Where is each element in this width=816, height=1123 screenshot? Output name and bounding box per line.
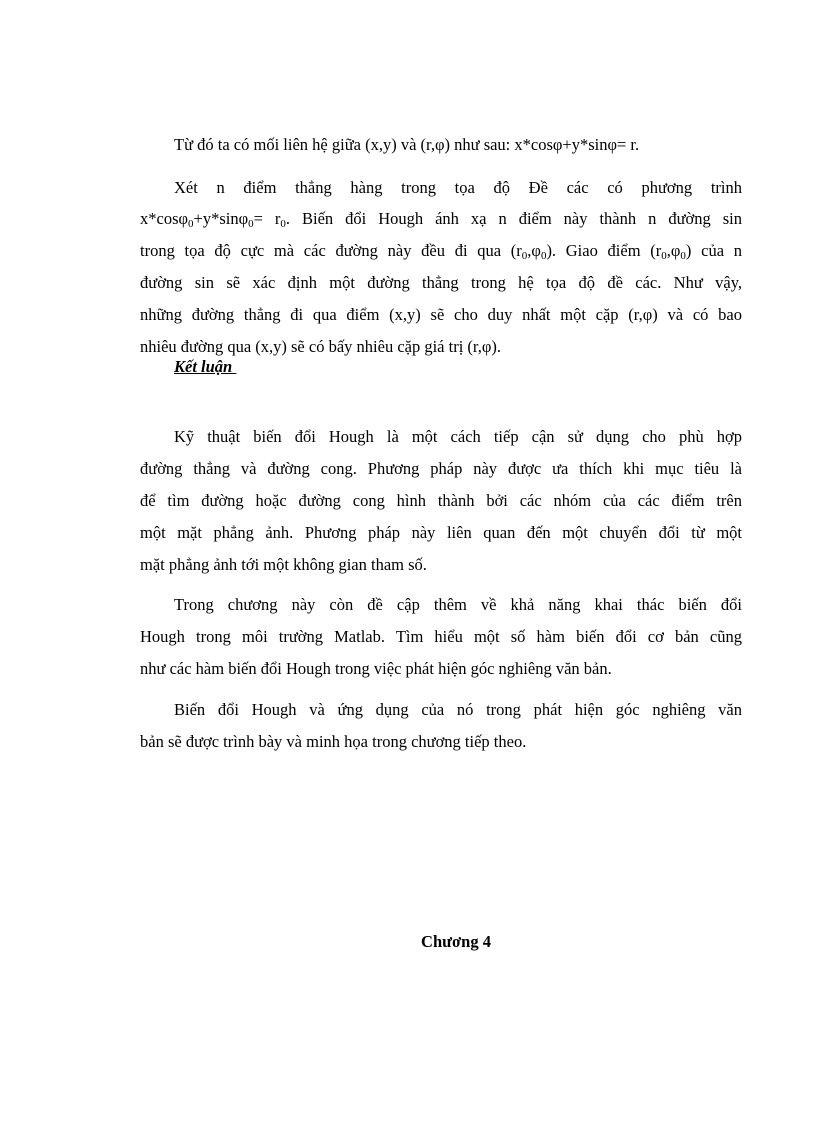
subscript: 0 — [280, 218, 286, 230]
text-run: trong tọa độ cực mà các đường này đều đi qua (r — [140, 241, 522, 260]
text-run: = r — [253, 209, 281, 228]
text-run: đường thẳng và đường cong. Phương pháp này được ưa thích khi mục tiêu là — [140, 459, 742, 478]
paragraph-3-line — [140, 490, 742, 512]
chapter-title: Chương 4 — [421, 932, 491, 951]
subscript: 0 — [188, 218, 194, 230]
paragraph-3-line — [140, 426, 742, 448]
paragraph-5-line — [140, 731, 742, 753]
paragraph-2-line — [140, 336, 742, 358]
section-heading-ket-luan: Kết luận — [174, 357, 237, 376]
paragraph-4-line — [140, 658, 742, 680]
paragraph-2-line — [140, 304, 742, 326]
subscript: 0 — [248, 218, 254, 230]
text-run: Trong chương này còn đề cập thêm về khả năng khai thác biến đổi — [174, 595, 742, 614]
text-run: nhiêu đường qua (x,y) sẽ có bấy nhiêu cặp giá trị (r,φ). — [140, 337, 502, 356]
text-run: bản sẽ được trình bày và minh họa trong chương tiếp theo. — [140, 732, 527, 751]
paragraph-3-line — [140, 522, 742, 544]
text-run: ,φ — [666, 241, 681, 260]
paragraph-2-line — [140, 208, 742, 230]
text-run: ) của n — [685, 241, 742, 260]
subscript: 0 — [540, 250, 547, 262]
subscript: 0 — [521, 250, 528, 262]
text-run: Hough trong môi trường Matlab. Tìm hiểu một số hàm biến đổi cơ bản cũng — [140, 627, 742, 646]
text-run: Biến đổi Hough và ứng dụng của nó trong phát hiện góc nghiêng văn — [174, 700, 742, 719]
text-run: Xét n điểm thẳng hàng trong tọa độ Đề các có phương trình — [174, 178, 742, 197]
paragraph-2-line — [140, 240, 742, 262]
text-run: . Biến đổi Hough ánh xạ n điểm này thành n đường sin — [285, 209, 742, 228]
paragraph-1-line — [140, 134, 742, 156]
text-run: Kỹ thuật biến đổi Hough là một cách tiếp cận sử dụng cho phù hợp — [174, 427, 742, 446]
text-run: để tìm đường hoặc đường cong hình thành bởi các nhóm của các điểm trên — [140, 491, 742, 510]
subscript: 0 — [680, 250, 686, 262]
subscript: 0 — [661, 250, 667, 262]
paragraph-2-line — [140, 272, 742, 294]
text-run: những đường thẳng đi qua điểm (x,y) sẽ cho duy nhất một cặp (r,φ) và có bao — [140, 305, 742, 324]
text-run: +y*sinφ — [193, 209, 249, 228]
paragraph-5-line — [140, 699, 742, 721]
text-run: đường sin sẽ xác định một đường thẳng trong hệ tọa độ đề các. Như vậy, — [140, 273, 742, 292]
text-run: như các hàm biến đổi Hough trong việc phát hiện góc nghiêng văn bản. — [140, 659, 612, 678]
paragraph-4-line — [140, 594, 742, 616]
paragraph-2-line — [140, 177, 742, 199]
paragraph-3-line — [140, 554, 742, 576]
text-run: Từ đó ta có mối liên hệ giữa (x,y) và (r,φ) như sau: x*cosφ+y*sinφ= r. — [174, 135, 640, 154]
paragraph-4-line — [140, 626, 742, 648]
paragraph-3-line — [140, 458, 742, 480]
text-run: ,φ — [527, 241, 541, 260]
text-run: mặt phẳng ảnh tới một không gian tham số. — [140, 555, 427, 574]
text-run: một mặt phẳng ảnh. Phương pháp này liên quan đến một chuyển đổi từ một — [140, 523, 742, 542]
text-run: ). Giao điểm (r — [546, 241, 662, 260]
text-run: x*cosφ — [140, 209, 189, 228]
